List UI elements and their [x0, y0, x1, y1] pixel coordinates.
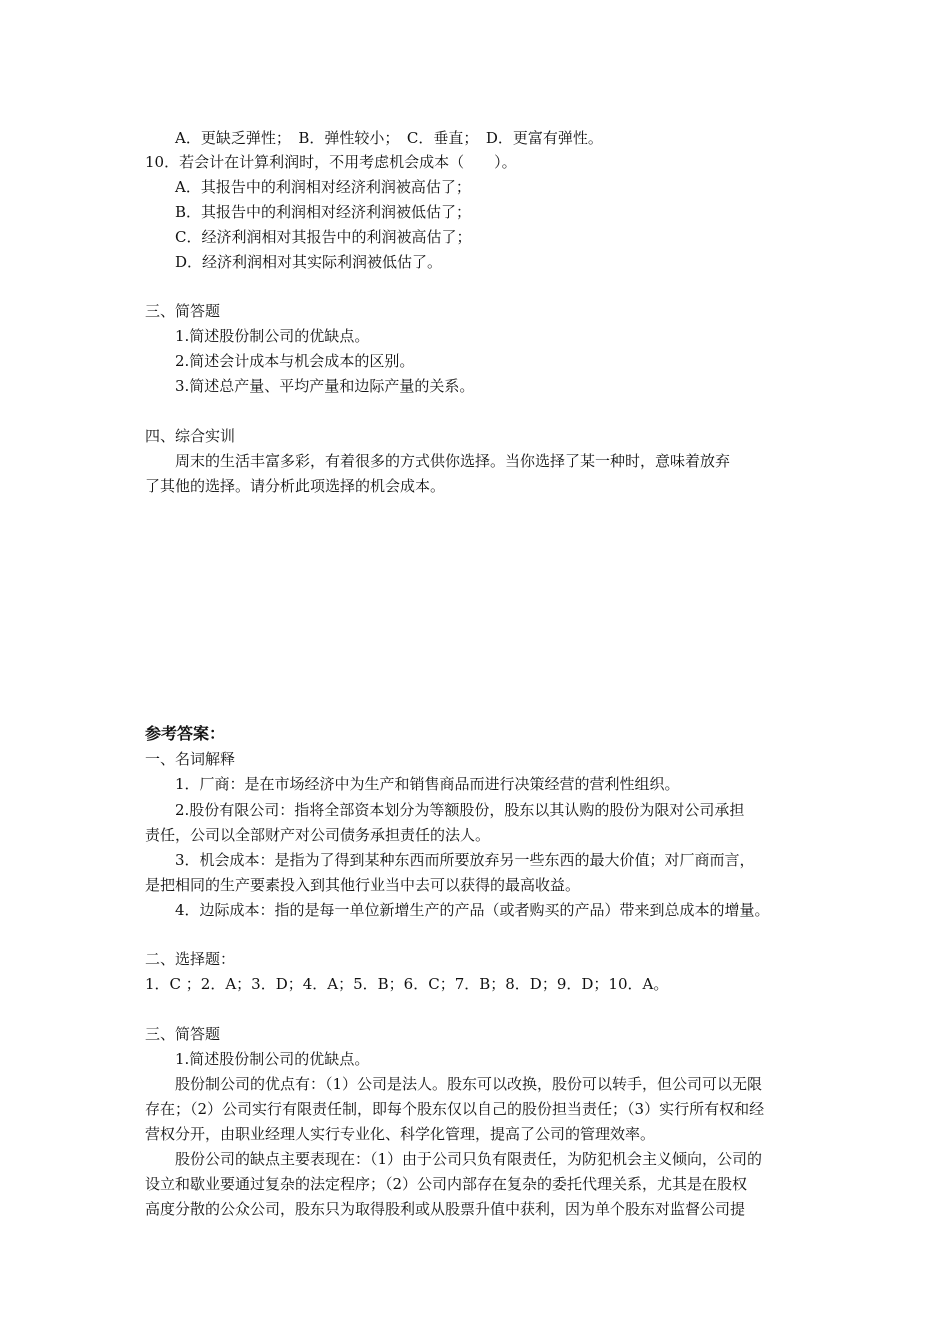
- answers-part3-title: 三、简答题: [145, 1025, 221, 1043]
- q9-options: A．更缺乏弹性； B．弹性较小； C．垂直； D．更富有弹性。: [175, 129, 603, 147]
- q10-option-d: D．经济利润相对其实际利润被低估了。: [175, 253, 443, 271]
- answers-part3-line-5: 设立和歇业要通过复杂的法定程序；（2）公司内部存在复杂的委托代理关系，尤其是在股权: [145, 1175, 748, 1193]
- answers-part2-answers: 1．C ；2．A；3．D；4．A；5．B；6．C；7．B；8．D；9．D；10．A。: [145, 975, 669, 993]
- answers-part1-line-4: 3．机会成本：是指为了得到某种东西而所要放弃另一些东西的最大价值；对厂商而言，: [175, 851, 755, 869]
- answers-part3-line-6: 高度分散的公众公司，股东只为取得股利或从股票升值中获利，因为单个股东对监督公司提: [145, 1200, 746, 1218]
- answers-part1-line-6: 4．边际成本：指的是每一单位新增生产的产品（或者购买的产品）带来到总成本的增量。: [175, 901, 770, 919]
- answers-part3-line-1: 股份制公司的优点有：（1）公司是法人。股东可以改换，股份可以转手，但公司可以无限: [175, 1075, 763, 1093]
- section3-item-3: 3.简述总产量、平均产量和边际产量的关系。: [175, 377, 475, 395]
- answers-title: 参考答案：: [145, 724, 226, 743]
- answers-part3-line-3: 营权分开，由职业经理人实行专业化、科学化管理，提高了公司的管理效率。: [145, 1125, 656, 1143]
- section3-item-2: 2.简述会计成本与机会成本的区别。: [175, 352, 415, 370]
- answers-part1-title: 一、名词解释: [145, 750, 236, 768]
- q10-option-b: B．其报告中的利润相对经济利润被低估了；: [175, 203, 472, 221]
- answers-part2-title: 二、选择题：: [145, 950, 236, 968]
- section3-item-1: 1.简述股份制公司的优缺点。: [175, 327, 370, 345]
- section4-title: 四、综合实训: [145, 427, 236, 445]
- answers-part1-line-2: 2.股份有限公司：指将全部资本划分为等额股份，股东以其认购的股份为限对公司承担: [175, 801, 745, 819]
- section4-text-line-2: 了其他的选择。请分析此项选择的机会成本。: [145, 477, 446, 495]
- answers-part3-line-2: 存在；（2）公司实行有限责任制，即每个股东仅以自己的股份担当责任；（3）实行所有权和经: [145, 1100, 765, 1118]
- answers-part1-line-1: 1．厂商：是在市场经济中为生产和销售商品而进行决策经营的营利性组织。: [175, 775, 680, 793]
- q10-option-a: A．其报告中的利润相对经济利润被高估了；: [175, 178, 471, 196]
- section4-text-line-1: 周末的生活丰富多彩，有着很多的方式供你选择。当你选择了某一种时，意味着放弃: [175, 452, 731, 470]
- q10-stem: 10．若会计在计算利润时，不用考虑机会成本（ ）。: [145, 153, 517, 171]
- section3-title: 三、简答题: [145, 302, 221, 320]
- answers-part1-line-3: 责任，公司以全部财产对公司债务承担责任的法人。: [145, 826, 491, 844]
- answers-part1-line-5: 是把相同的生产要素投入到其他行业当中去可以获得的最高收益。: [145, 876, 581, 894]
- answers-part3-line-4: 股份公司的缺点主要表现在：（1）由于公司只负有限责任，为防犯机会主义倾向，公司的: [175, 1150, 763, 1168]
- q10-option-c: C．经济利润相对其报告中的利润被高估了；: [175, 228, 472, 246]
- answers-part3-q1: 1.简述股份制公司的优缺点。: [175, 1050, 370, 1068]
